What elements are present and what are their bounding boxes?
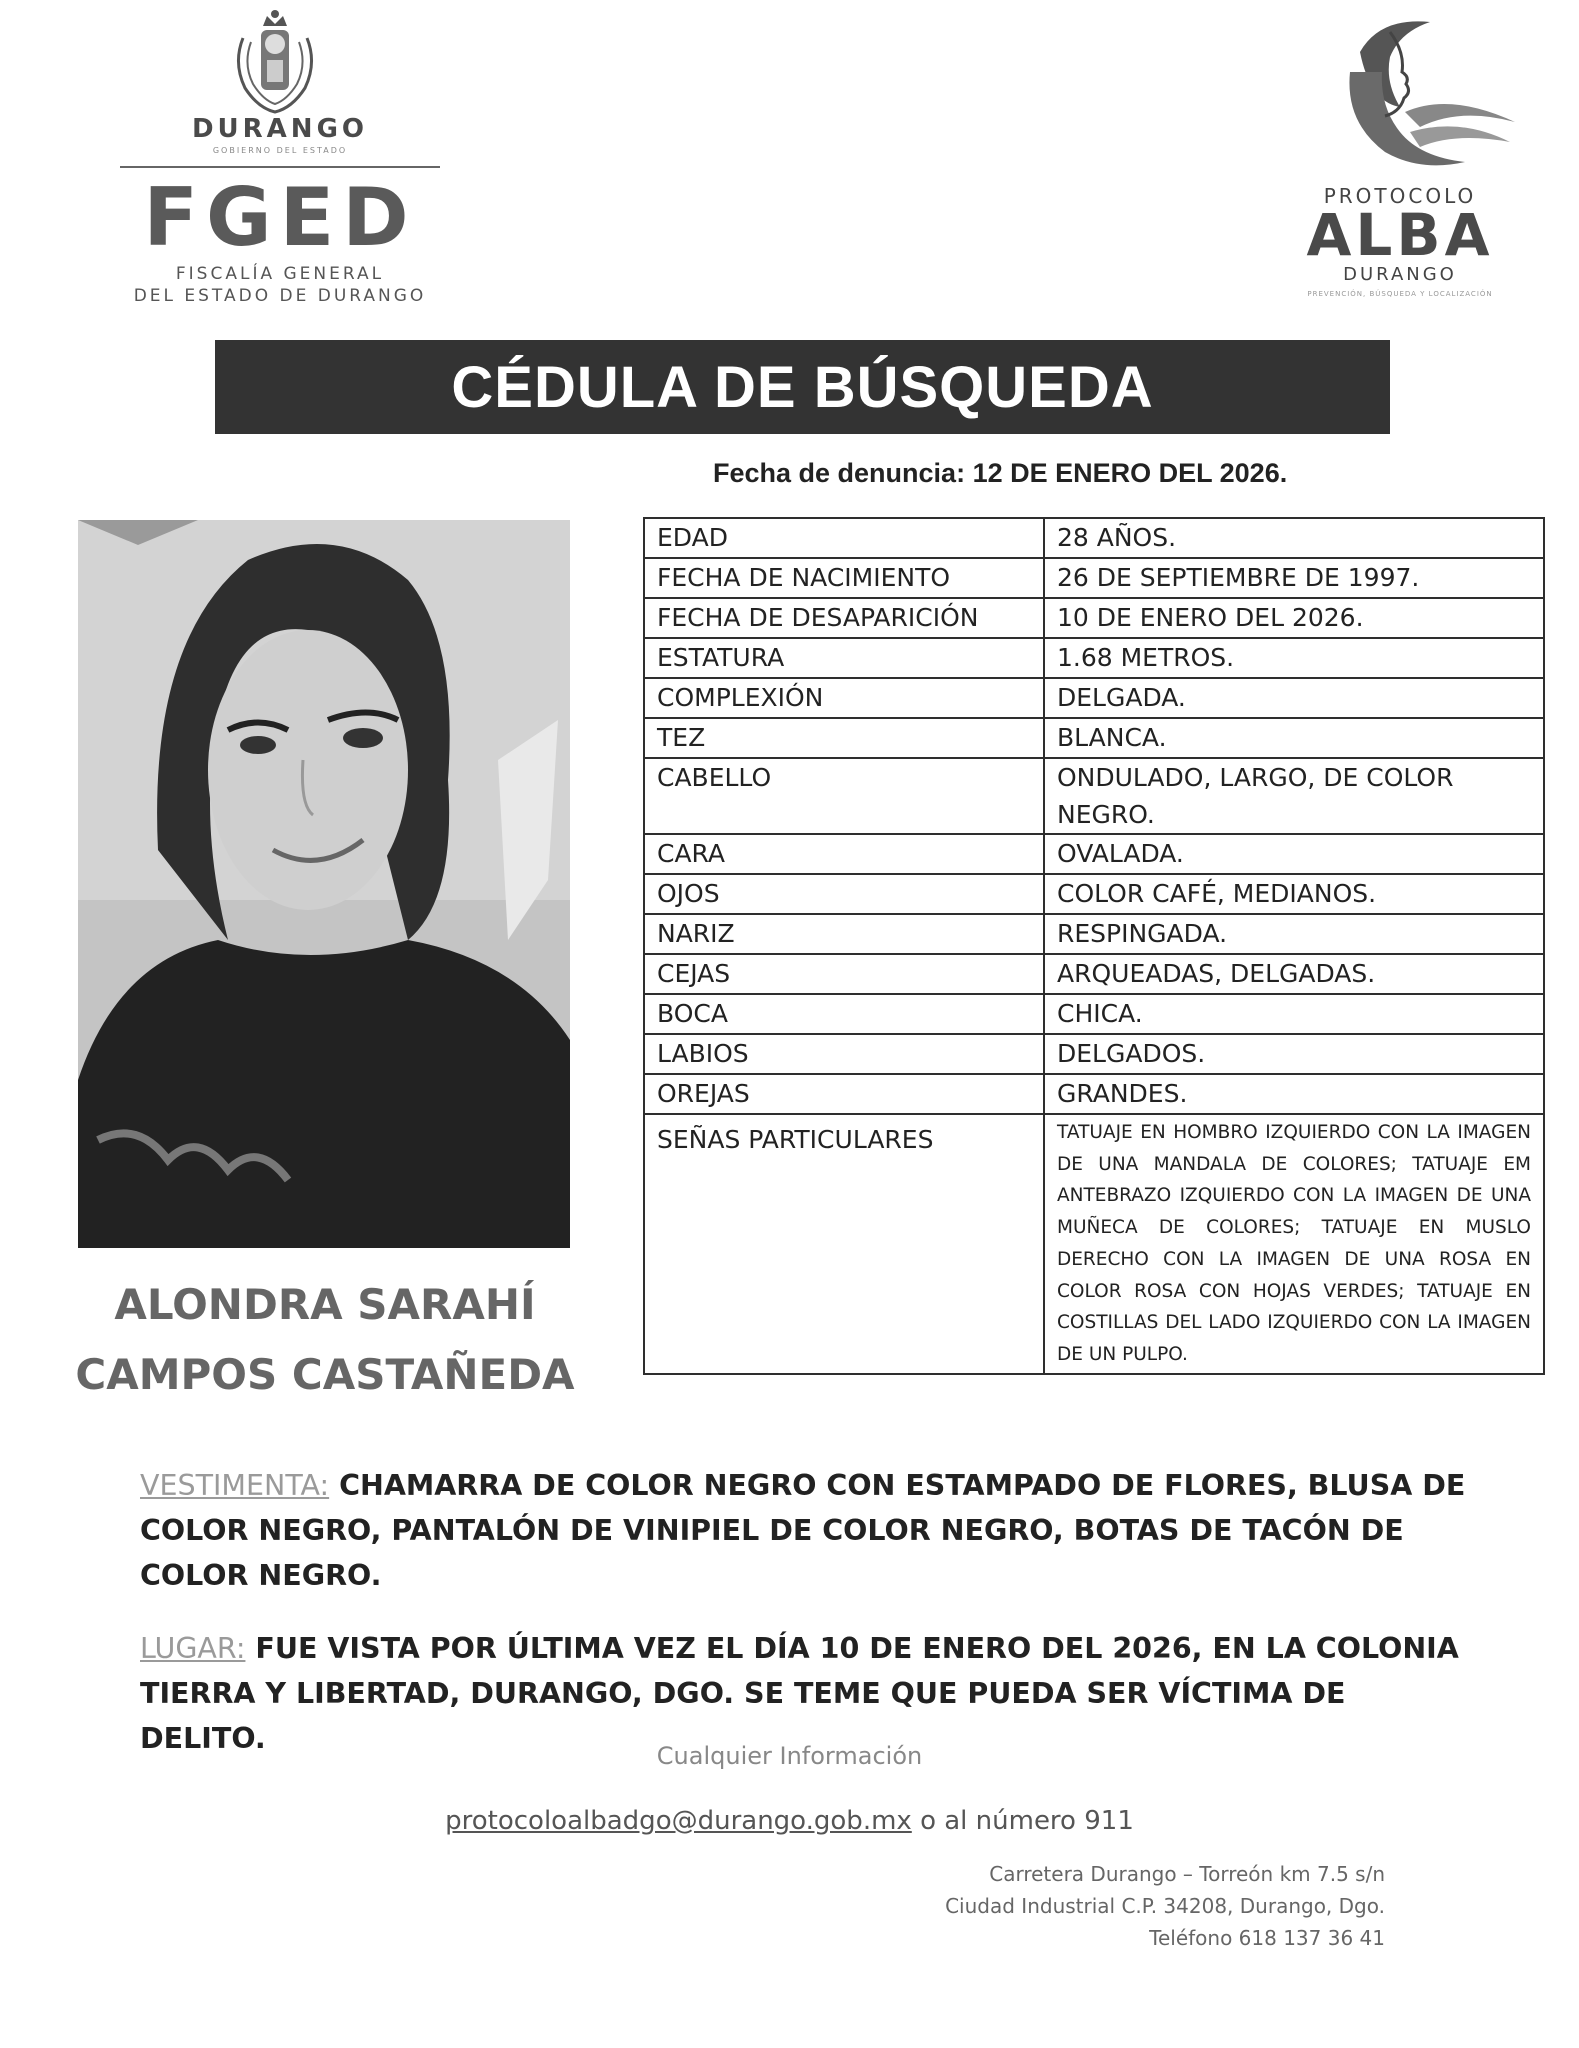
details-table bbox=[643, 517, 1545, 1375]
field-label: OJOS bbox=[644, 874, 1044, 914]
fged-government-label: GOBIERNO DEL ESTADO bbox=[212, 146, 348, 155]
field-label: SEÑAS PARTICULARES bbox=[644, 1114, 1044, 1374]
field-value: ONDULADO, LARGO, DE COLOR NEGRO. bbox=[1044, 758, 1544, 834]
person-name bbox=[40, 1270, 610, 1410]
address-block bbox=[880, 1858, 1385, 1954]
table-row bbox=[644, 914, 1544, 954]
field-value: GRANDES. bbox=[1044, 1074, 1544, 1114]
field-value: 26 DE SEPTIEMBRE DE 1997. bbox=[1044, 558, 1544, 598]
field-label: TEZ bbox=[644, 718, 1044, 758]
table-row bbox=[644, 834, 1544, 874]
field-value: DELGADA. bbox=[1044, 678, 1544, 718]
address-line: Ciudad Industrial C.P. 34208, Durango, Dgo. bbox=[945, 1894, 1385, 1918]
alba-state-label: DURANGO bbox=[1343, 264, 1457, 285]
contact-connector: o al número bbox=[920, 1806, 1076, 1836]
field-label: CABELLO bbox=[644, 758, 1044, 834]
alba-logo bbox=[1270, 12, 1530, 302]
fged-divider bbox=[120, 166, 440, 168]
table-row bbox=[644, 1074, 1544, 1114]
field-value: RESPINGADA. bbox=[1044, 914, 1544, 954]
contact-phone: 911 bbox=[1084, 1806, 1134, 1836]
field-value: 10 DE ENERO DEL 2026. bbox=[1044, 598, 1544, 638]
table-row bbox=[644, 638, 1544, 678]
field-value: DELGADOS. bbox=[1044, 1034, 1544, 1074]
title-banner bbox=[215, 340, 1390, 434]
alba-name: ALBA bbox=[1306, 201, 1494, 269]
field-label: EDAD bbox=[644, 518, 1044, 558]
contact-email-link[interactable]: protocoloalbadgo@durango.gob.mx bbox=[445, 1806, 912, 1836]
address-line: Carretera Durango – Torreón km 7.5 s/n bbox=[989, 1862, 1385, 1886]
woman-profile-icon bbox=[1290, 12, 1520, 182]
state-seal-icon bbox=[223, 8, 327, 114]
field-value: BLANCA. bbox=[1044, 718, 1544, 758]
report-date-label: Fecha de denuncia: bbox=[713, 458, 966, 488]
field-label: BOCA bbox=[644, 994, 1044, 1034]
report-date-value: 12 DE ENERO DEL 2026. bbox=[972, 458, 1288, 488]
location-description bbox=[140, 1626, 1480, 1761]
person-first-names: ALONDRA SARAHÍ bbox=[114, 1280, 536, 1329]
field-label: COMPLEXIÓN bbox=[644, 678, 1044, 718]
table-row bbox=[644, 518, 1544, 558]
fged-name-line1: FISCALÍA GENERAL bbox=[175, 264, 385, 284]
table-row bbox=[644, 1034, 1544, 1074]
alba-protocol-label: PROTOCOLO bbox=[1323, 184, 1477, 208]
clothing-text: CHAMARRA DE COLOR NEGRO CON ESTAMPADO DE FLORES, BLUSA DE COLOR NEGRO, PANTALÓN DE VINIPIEL DE COLOR NEGRO, BOTAS DE TACÓN DE COLOR NEGRO. bbox=[140, 1469, 1466, 1592]
table-row bbox=[644, 678, 1544, 718]
fged-acronym: FGED bbox=[143, 171, 417, 264]
field-label: FECHA DE DESAPARICIÓN bbox=[644, 598, 1044, 638]
report-date bbox=[713, 458, 1287, 489]
location-text: FUE VISTA POR ÚLTIMA VEZ EL DÍA 10 DE ENERO DEL 2026, EN LA COLONIA TIERRA Y LIBERTAD, DURANGO, DGO. SE TEME QUE PUEDA SER VÍCTIMA DE DELITO. bbox=[140, 1632, 1459, 1755]
table-row bbox=[644, 598, 1544, 638]
table-row bbox=[644, 758, 1544, 834]
clothing-description bbox=[140, 1463, 1480, 1598]
address-phone: Teléfono 618 137 36 41 bbox=[1149, 1926, 1385, 1950]
field-value: 1.68 METROS. bbox=[1044, 638, 1544, 678]
field-label: CARA bbox=[644, 834, 1044, 874]
field-label: OREJAS bbox=[644, 1074, 1044, 1114]
fged-logo bbox=[115, 8, 445, 308]
field-value: CHICA. bbox=[1044, 994, 1544, 1034]
table-row bbox=[644, 874, 1544, 914]
location-label: LUGAR: bbox=[140, 1632, 246, 1665]
clothing-label: VESTIMENTA: bbox=[140, 1469, 330, 1502]
field-value: 28 AÑOS. bbox=[1044, 518, 1544, 558]
page-title: CÉDULA DE BÚSQUEDA bbox=[451, 354, 1154, 420]
table-row bbox=[644, 558, 1544, 598]
contact-prompt: Cualquier Información bbox=[656, 1742, 923, 1770]
alba-tagline: PREVENCIÓN, BÚSQUEDA Y LOCALIZACIÓN bbox=[1307, 290, 1493, 298]
fged-state-name: DURANGO bbox=[191, 114, 369, 144]
missing-person-photo bbox=[78, 520, 570, 1248]
field-label: ESTATURA bbox=[644, 638, 1044, 678]
fged-name-line2: DEL ESTADO DE DURANGO bbox=[133, 286, 427, 306]
field-value: COLOR CAFÉ, MEDIANOS. bbox=[1044, 874, 1544, 914]
table-row bbox=[644, 1114, 1544, 1374]
field-label: NARIZ bbox=[644, 914, 1044, 954]
table-row bbox=[644, 994, 1544, 1034]
table-row bbox=[644, 718, 1544, 758]
table-row bbox=[644, 954, 1544, 994]
field-label: CEJAS bbox=[644, 954, 1044, 994]
field-value: OVALADA. bbox=[1044, 834, 1544, 874]
field-value: TATUAJE EN HOMBRO IZQUIERDO CON LA IMAGEN DE UNA MANDALA DE COLORES; TATUAJE EM ANTEBRAZO IZQUIERDO CON LA IMAGEN DE UNA MUÑECA DE COLORES; TATUAJE EN MUSLO DERECHO CON LA IMAGEN DE UNA ROSA EN COLOR ROSA CON HOJAS VERDES; TATUAJE EN COSTILLAS DEL LADO IZQUIERDO CON LA IMAGEN DE UN PULPO. bbox=[1044, 1114, 1544, 1374]
field-label: FECHA DE NACIMIENTO bbox=[644, 558, 1044, 598]
field-label: LABIOS bbox=[644, 1034, 1044, 1074]
field-value: ARQUEADAS, DELGADAS. bbox=[1044, 954, 1544, 994]
contact-line bbox=[0, 1806, 1579, 1836]
person-last-names: CAMPOS CASTAÑEDA bbox=[75, 1350, 575, 1399]
